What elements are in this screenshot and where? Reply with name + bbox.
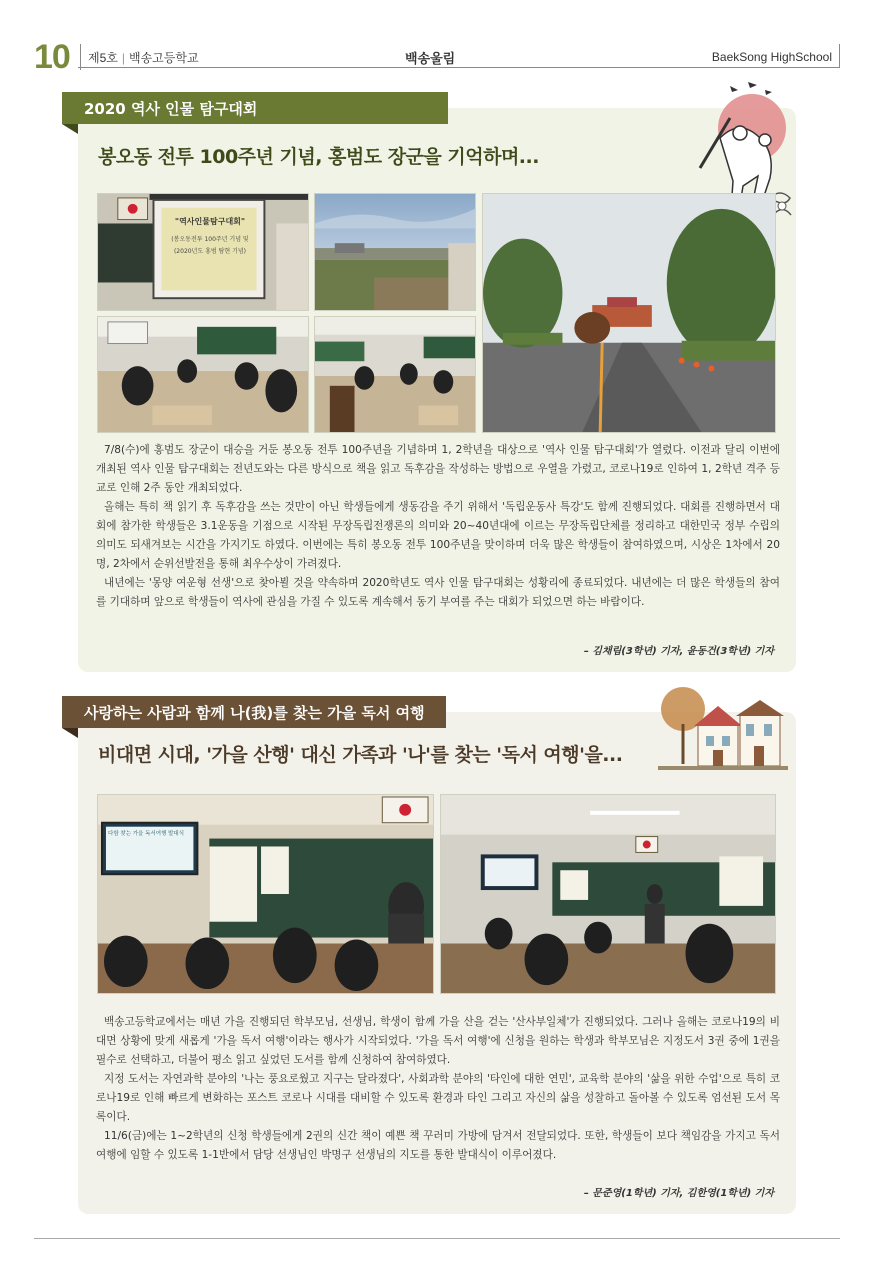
photo-school-entrance [482, 193, 776, 433]
newspaper-name: 백송울림 [405, 52, 456, 67]
paragraph: 올해는 특히 책 읽기 후 독후감을 쓰는 것만이 아닌 학생들에게 생동감을 주기 위해서 '독립운동사 특강'도 함께 진행되었다. 대회를 진행하면서 대회에 참가한 학생들은 3.1운동을 기점으로 시작된 무장독립전쟁론의 의미와 20~40년대에 이르는 무장독립단체를 정리하고 대한민국 정부 수립의 의미도 되새겨보는 시간을 가지기도 하였다. 이번에는 특히 봉오동 전투 100주년을 맞이하며 더욱 많은 학생들이 참여하였으며, 시상은 1차에서 20명, 2차에서 순위선발전을 통해 최우수상이 가려졌다. [96, 501, 780, 570]
article-headline: 비대면 시대, '가을 산행' 대신 가족과 '나'를 찾는 '독서 여행'을... [98, 744, 623, 766]
photo-reading-ceremony-1 [97, 794, 434, 994]
houses-illustration [658, 684, 788, 774]
screen-subtitle-1: (봉오동전투 100주년 기념 및 [171, 236, 249, 243]
banner-fold [62, 728, 78, 738]
screen-text: 다함 찾는 가을 독서여행 발대식 [108, 831, 185, 837]
article-body [96, 441, 780, 612]
issue-number: 제5호 [88, 51, 118, 65]
paragraph: 11/6(금)에는 1~2학년의 신청 학생들에게 2권의 신간 책이 예쁜 책 꾸러미 가방에 담겨서 전달되었다. 또한, 학생들이 보다 책임감을 가지고 독서 여행에 임할 수 있도록 1-1반에서 담당 선생님인 박명구 선생님의 지도를 통한 발대식이 이루어졌다. [96, 1130, 781, 1161]
photo-school-view [314, 193, 476, 311]
article-headline: 봉오동 전투 100주년 기념, 홍범도 장군을 기억하며... [98, 146, 539, 168]
banner-fold [62, 124, 78, 134]
paragraph: 7/8(수)에 홍범도 장군이 대승을 거둔 봉오동 전투 100주년을 기념하며 1, 2학년을 대상으로 '역사 인물 탐구대회'가 열렸다. 이전과 달리 이번에 개최된 역사 인물 탐구대회는 전년도와는 다른 방식으로 책을 읽고 독후감을 작성하는 방법으로 우열을 가렸고, 코로나19로 인하여 1, 2학년 격주 등교로 인해 2주 동안 개최되었다. [96, 444, 780, 494]
reporter-credit: – 김채림(3학년) 기자, 윤동건(3학년) 기자 [583, 646, 774, 657]
header-right-divider [839, 44, 840, 68]
photo-classroom-1 [97, 316, 309, 433]
screen-title: "역사인물탐구대회" [174, 217, 246, 226]
reporter-credit: – 문준영(1학년) 기자, 김한영(1학년) 기자 [583, 1188, 774, 1199]
paragraph: 백송고등학교에서는 매년 가을 진행되던 학부모님, 선생님, 학생이 함께 가을 산을 걷는 '산사부일체'가 진행되었다. 그러나 올해는 코로나19의 비대면 상황에 맞게 새롭게 '가을 독서 여행'이라는 행사가 시작되었다. '가을 독서 여행'에 신청을 원하는 학생과 학부모님은 지정도서 3권 중에 1권을 필수로 선택하고, 더불어 평소 읽고 싶었던 도서를 함께 신청하여 참여하였다. [96, 1016, 780, 1066]
photo-classroom-2 [314, 316, 476, 433]
photo-reading-ceremony-2 [440, 794, 776, 994]
paragraph: 지정 도서는 자연과학 분야의 '나는 풍요로웠고 지구는 달라졌다', 사회과학 분야의 '타인에 대한 연민', 교육학 분야의 '삶을 위한 수업'으로 특히 코로나19로 인해 빠르게 변화하는 포스트 코로나 시대를 대비할 수 있도록 환경과 타인 그리고 자신의 삶을 성찰하고 돌아볼 수 있도록 엄선된 도서 목록이다. [96, 1073, 780, 1123]
header-issue [88, 49, 199, 66]
screen-subtitle-2: (2020년도 홍범 탐현 기념) [173, 248, 247, 255]
issue-separator: | [121, 51, 125, 65]
article-body [96, 1013, 780, 1165]
photo-contest-screen [97, 193, 309, 311]
header-rule [78, 67, 840, 68]
page-number: 10 [34, 38, 70, 76]
school-english-name: BaekSong HighSchool [711, 50, 832, 64]
section-banner-reading: 사랑하는 사람과 함께 나(我)를 찾는 가을 독서 여행 [62, 696, 446, 728]
section-banner-history: 2020 역사 인물 탐구대회 [62, 92, 448, 124]
paragraph: 내년에는 '몽양 여운형 선생'으로 찾아뵐 것을 약속하며 2020학년도 역사 인물 탐구대회는 성황리에 종료되었다. 내년에는 더 많은 학생들의 참여를 기대하며 앞으로 학생들이 역사에 관심을 가질 수 있도록 계속해서 동기 부여를 주는 대회가 되었으면 하는 바람이다. [96, 577, 780, 608]
school-name: 백송고등학교 [128, 51, 199, 65]
footer-rule [34, 1238, 840, 1239]
